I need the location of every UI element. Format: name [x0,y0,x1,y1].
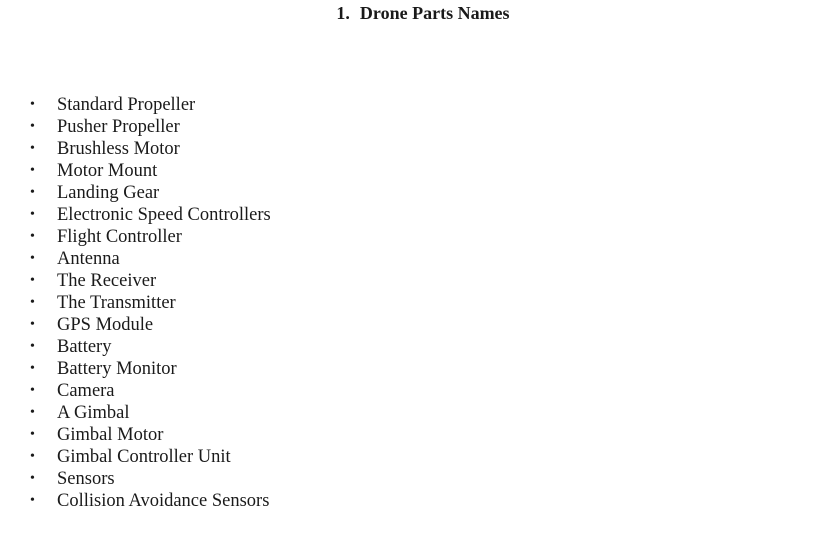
bullet-icon: • [30,361,35,376]
bullet-icon: • [30,273,35,288]
section-heading [0,2,816,24]
list-item [0,358,271,380]
bullet-icon: • [30,405,35,420]
list-item [0,292,271,314]
list-item-text: Battery Monitor [57,359,177,379]
bullet-icon: • [30,383,35,398]
list-item-text: Battery [57,337,112,357]
list-item [0,226,271,248]
list-item [0,314,271,336]
list-item [0,116,271,138]
bullet-icon: • [30,449,35,464]
bullet-icon: • [30,493,35,508]
list-item-text: Antenna [57,249,120,269]
bullet-icon: • [30,471,35,486]
list-item [0,402,271,424]
list-item-text: GPS Module [57,315,154,335]
bullet-icon: • [30,207,35,222]
bullet-icon: • [30,251,35,266]
list-item [0,270,271,292]
bullet-icon: • [30,317,35,332]
list-item-text: Brushless Motor [57,139,180,159]
list-item [0,490,271,512]
list-item [0,204,271,226]
bullet-icon: • [30,295,35,310]
list-item-text: Collision Avoidance Sensors [57,491,270,511]
list-item [0,160,271,182]
list-item-text: Pusher Propeller [57,117,180,137]
bullet-icon: • [30,229,35,244]
list-item [0,182,271,204]
list-item-text: The Transmitter [57,293,176,313]
bullet-icon: • [30,427,35,442]
list-item-text: Electronic Speed Controllers [57,205,271,225]
list-item [0,138,271,160]
list-item-text: Gimbal Controller Unit [57,447,231,467]
bullet-icon: • [30,339,35,354]
list-item-text: Standard Propeller [57,95,196,115]
list-item [0,336,271,358]
list-item [0,446,271,468]
bullet-icon: • [30,141,35,156]
heading-number: 1. [336,3,350,23]
bullet-icon: • [30,97,35,112]
list-item-text: The Receiver [57,271,157,291]
list-item [0,380,271,402]
list-item [0,248,271,270]
bullet-icon: • [30,163,35,178]
list-item [0,468,271,490]
list-item-text: Sensors [57,469,115,489]
list-item [0,424,271,446]
list-item-text: Landing Gear [57,183,160,203]
heading-title: Drone Parts Names [359,3,510,23]
drone-parts-list [0,94,271,512]
list-item [0,94,271,116]
list-item-text: Flight Controller [57,227,182,247]
list-item-text: Motor Mount [57,161,158,181]
list-item-text: Camera [57,381,115,401]
bullet-icon: • [30,185,35,200]
list-item-text: Gimbal Motor [57,425,164,445]
list-item-text: A Gimbal [57,403,130,423]
bullet-icon: • [30,119,35,134]
